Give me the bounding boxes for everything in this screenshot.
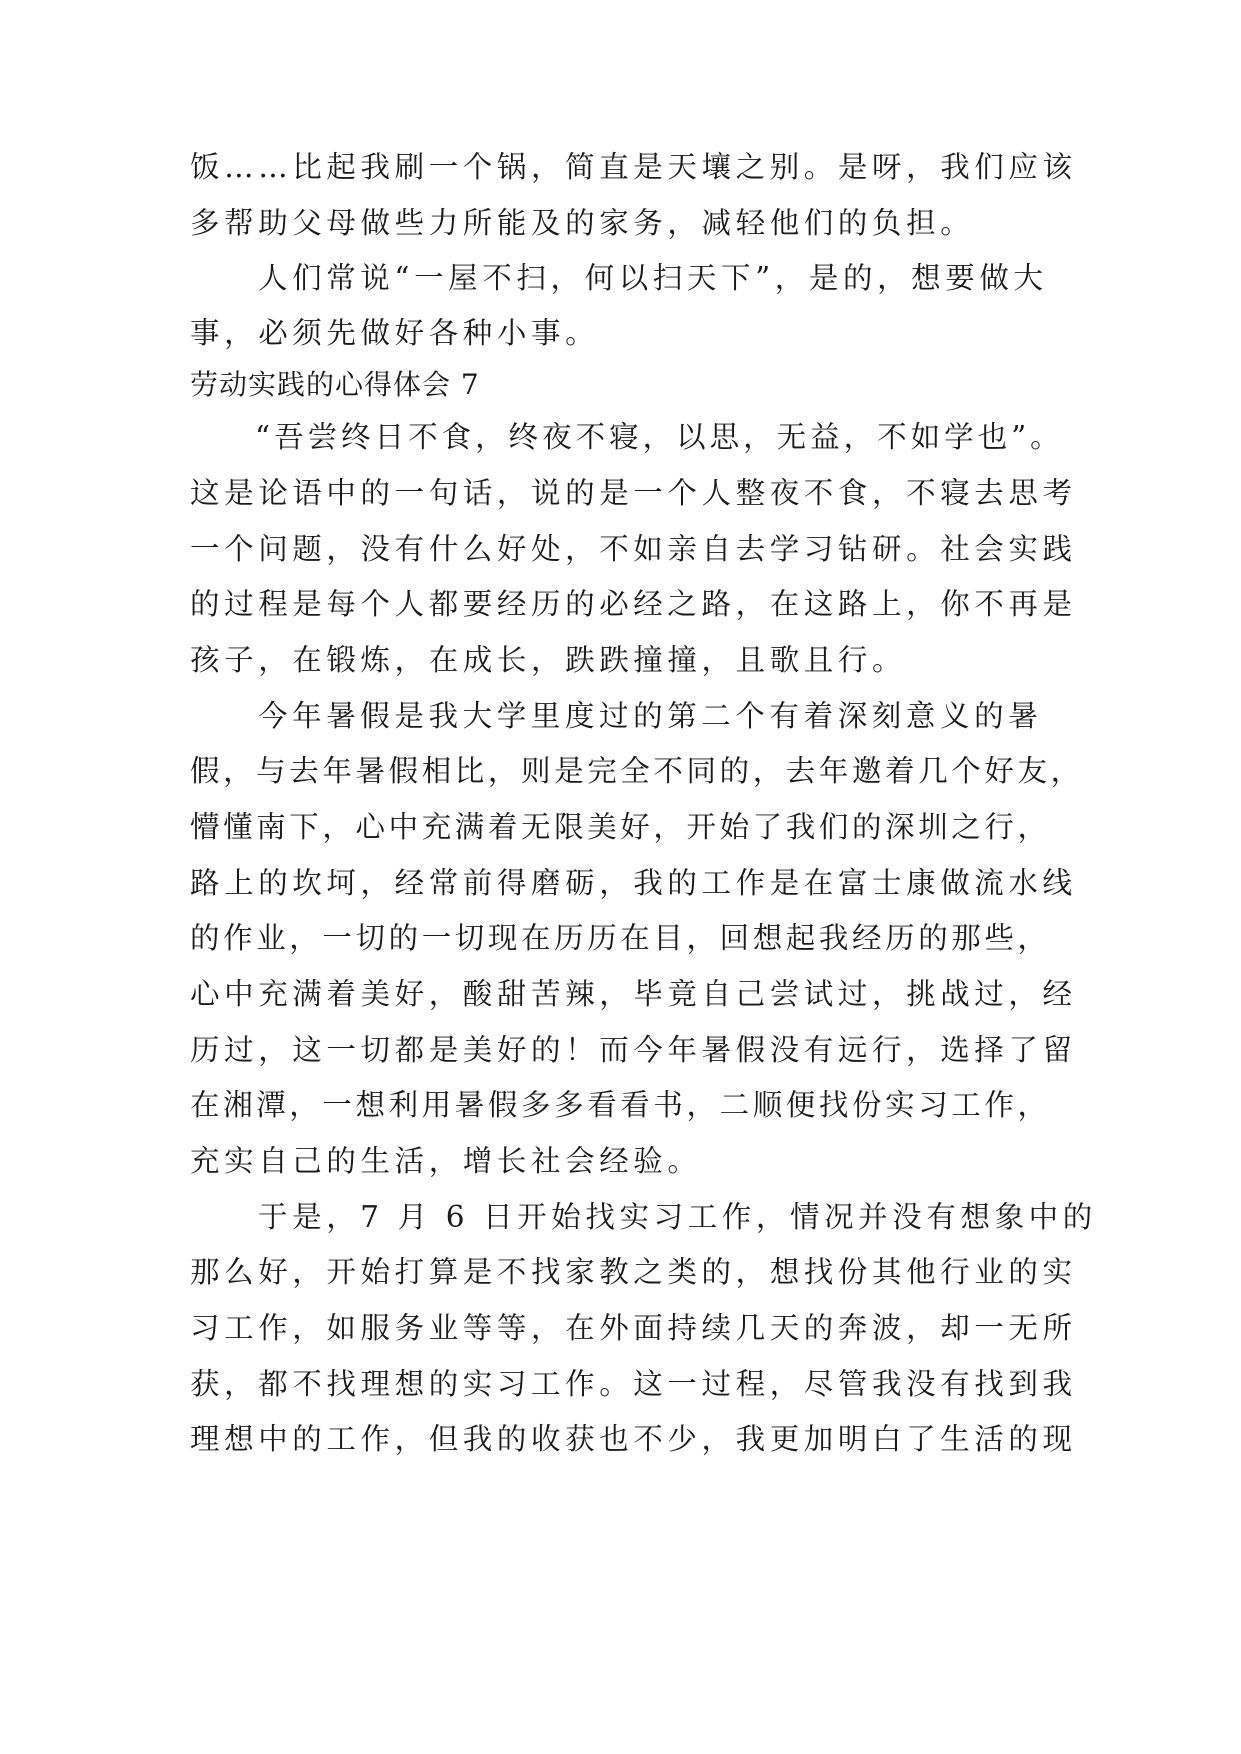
text-line: 假，与去年暑假相比，则是完全不同的，去年邀着几个好友， — [190, 754, 1084, 788]
text-line: 今年暑假是我大学里度过的第二个有着深刻意义的暑 — [258, 699, 1043, 733]
text-line: 习工作，如服务业等等，在外面持续几天的奔波，却一无所 — [190, 1311, 1077, 1345]
text-line: 历过，这一切都是美好的！而今年暑假没有远行，选择了留 — [190, 1033, 1077, 1067]
text-line: 于是，7 月 6 日开始找实习工作，情况并没有想象中的 — [258, 1200, 1097, 1234]
text-line: 那么好，开始打算是不找家教之类的，想找份其他行业的实 — [190, 1255, 1077, 1289]
text-line: 事，必须先做好各种小事。 — [190, 316, 600, 350]
text-line: 路上的坎坷，经常前得磨砺，我的工作是在富士康做流水线 — [190, 866, 1077, 900]
section-heading: 劳动实践的心得体会 7 — [190, 368, 480, 401]
text-line: 在湘潭，一想利用暑假多多看看书，二顺便找份实习工作， — [190, 1088, 1051, 1122]
text-line: 理想中的工作，但我的收获也不少，我更加明白了生活的现 — [190, 1422, 1077, 1456]
text-line: 的过程是每个人都要经历的必经之路，在这路上，你不再是 — [190, 587, 1077, 621]
text-line: 孩子，在锻炼，在成长，跌跌撞撞，且歌且行。 — [190, 643, 907, 677]
text-line: 懵懂南下，心中充满着无限美好，开始了我们的深圳之行， — [190, 810, 1051, 844]
text-line: 一个问题，没有什么好处，不如亲自去学习钻研。社会实践 — [190, 532, 1077, 566]
text-line: 这是论语中的一句话，说的是一个人整夜不食，不寝去思考 — [190, 476, 1077, 510]
text-line: “吾尝终日不食，终夜不寝，以思，无益，不如学也”。 — [255, 420, 1064, 454]
text-line: 人们常说“一屋不扫，何以扫天下”，是的，想要做大 — [258, 261, 1048, 295]
text-line: 饭……比起我刷一个锅，简直是天壤之别。是呀，我们应该 — [190, 150, 1077, 184]
text-line: 充实自己的生活，增长社会经验。 — [190, 1144, 702, 1178]
text-line: 获，都不找理想的实习工作。这一过程，尽管我没有找到我 — [190, 1367, 1077, 1401]
text-line: 的作业，一切的一切现在历历在目，回想起我经历的那些， — [190, 921, 1051, 955]
text-line: 多帮助父母做些力所能及的家务，减轻他们的负担。 — [190, 206, 975, 240]
text-line: 心中充满着美好，酸甜苦辣，毕竟自己尝试过，挑战过，经 — [190, 977, 1077, 1011]
